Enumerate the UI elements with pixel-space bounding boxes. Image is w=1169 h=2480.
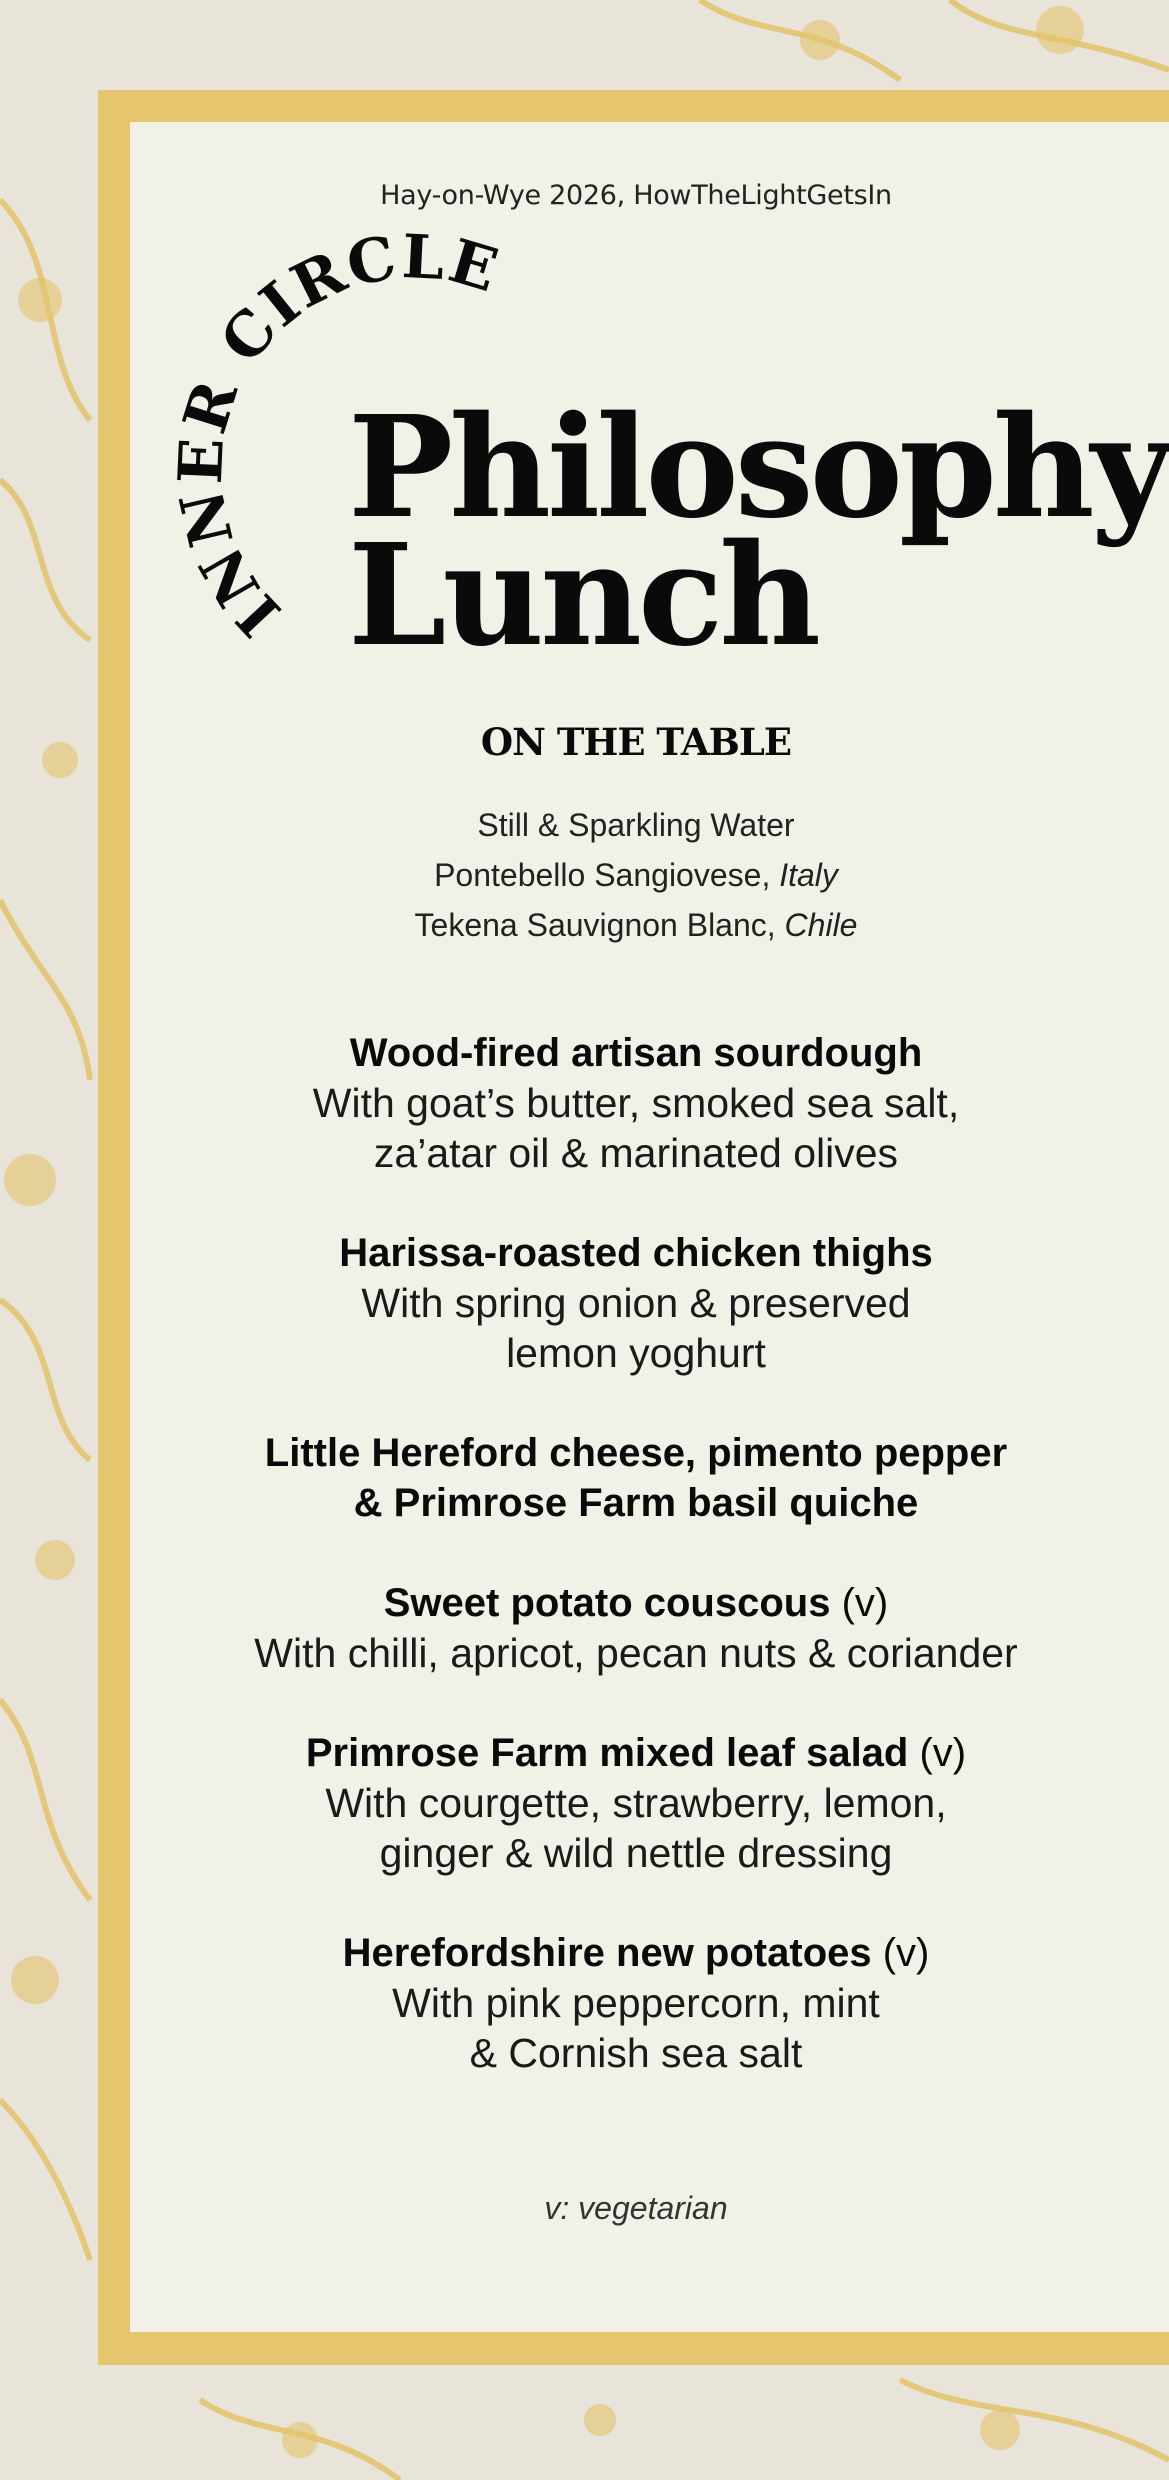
vegetarian-footnote: v: vegetarian: [544, 2190, 728, 2226]
dish-description: [130, 1978, 1142, 2078]
dish-quiche: [130, 1428, 1142, 1528]
dish-name-text: Sweet potato couscous: [383, 1581, 831, 1625]
on-the-table-heading: ON THE TABLE: [480, 720, 792, 764]
dish-name-text: Little Hereford cheese, pimento pepper: [264, 1431, 1008, 1475]
dish-name: [130, 1578, 1142, 1628]
dish-name: [130, 1728, 1142, 1778]
dish-name-text: Harissa-roasted chicken thighs: [339, 1231, 933, 1275]
dish-name-text: Wood-fired artisan sourdough: [349, 1031, 923, 1075]
dish-name: [130, 1028, 1142, 1078]
dish-name: [130, 1928, 1142, 1978]
dish-name-text: Herefordshire new potatoes: [342, 1931, 872, 1975]
menu-list: [130, 1028, 1142, 2128]
vegetarian-tag: (v): [908, 1731, 967, 1775]
drink-origin: Chile: [784, 907, 858, 943]
dish-desc-line: With goat’s butter, smoked sea salt,: [312, 1080, 960, 1126]
dish-chicken: [130, 1228, 1142, 1378]
drink-item: [130, 850, 1142, 900]
drink-item: [130, 900, 1142, 950]
dish-desc-line: With pink peppercorn, mint: [392, 1980, 880, 2026]
vegetarian-tag: (v): [871, 1931, 930, 1975]
drink-origin: Italy: [779, 857, 838, 893]
dish-description: [130, 1778, 1142, 1878]
title-line-2: Lunch: [348, 514, 818, 678]
dish-name: [130, 1428, 1142, 1528]
dish-name: [130, 1228, 1142, 1278]
drink-name: Pontebello Sangiovese,: [434, 857, 780, 893]
dish-desc-line: With courgette, strawberry, lemon,: [325, 1780, 947, 1826]
dish-description: [130, 1078, 1142, 1178]
dish-sourdough: [130, 1028, 1142, 1178]
dish-desc-line: ginger & wild nettle dressing: [379, 1830, 893, 1876]
dish-desc-line: & Cornish sea salt: [469, 2030, 803, 2076]
dish-couscous: [130, 1578, 1142, 1678]
dish-description: [130, 1278, 1142, 1378]
dish-name-text: Primrose Farm mixed leaf salad: [305, 1731, 909, 1775]
dish-desc-line: lemon yoghurt: [506, 1330, 766, 1376]
event-name: Hay-on-Wye 2026, HowTheLightGetsIn: [380, 180, 892, 211]
dish-desc-line: With chilli, apricot, pecan nuts & coriander: [254, 1630, 1018, 1676]
dish-salad: [130, 1728, 1142, 1878]
dish-description: [130, 1628, 1142, 1678]
drink-item: [130, 800, 1142, 850]
dish-name-text: & Primrose Farm basil quiche: [353, 1481, 919, 1525]
dish-desc-line: za’atar oil & marinated olives: [373, 1130, 899, 1176]
dish-desc-line: With spring onion & preserved: [361, 1280, 911, 1326]
drink-name: Still & Sparkling Water: [477, 807, 795, 843]
vegetarian-tag: (v): [830, 1581, 889, 1625]
drink-name: Tekena Sauvignon Blanc,: [414, 907, 785, 943]
title-line-1: Philosophy: [348, 386, 1169, 550]
drinks-list: [130, 800, 1142, 950]
dish-potatoes: [130, 1928, 1142, 2078]
badge-text: INNER CIRCLE: [165, 221, 507, 649]
